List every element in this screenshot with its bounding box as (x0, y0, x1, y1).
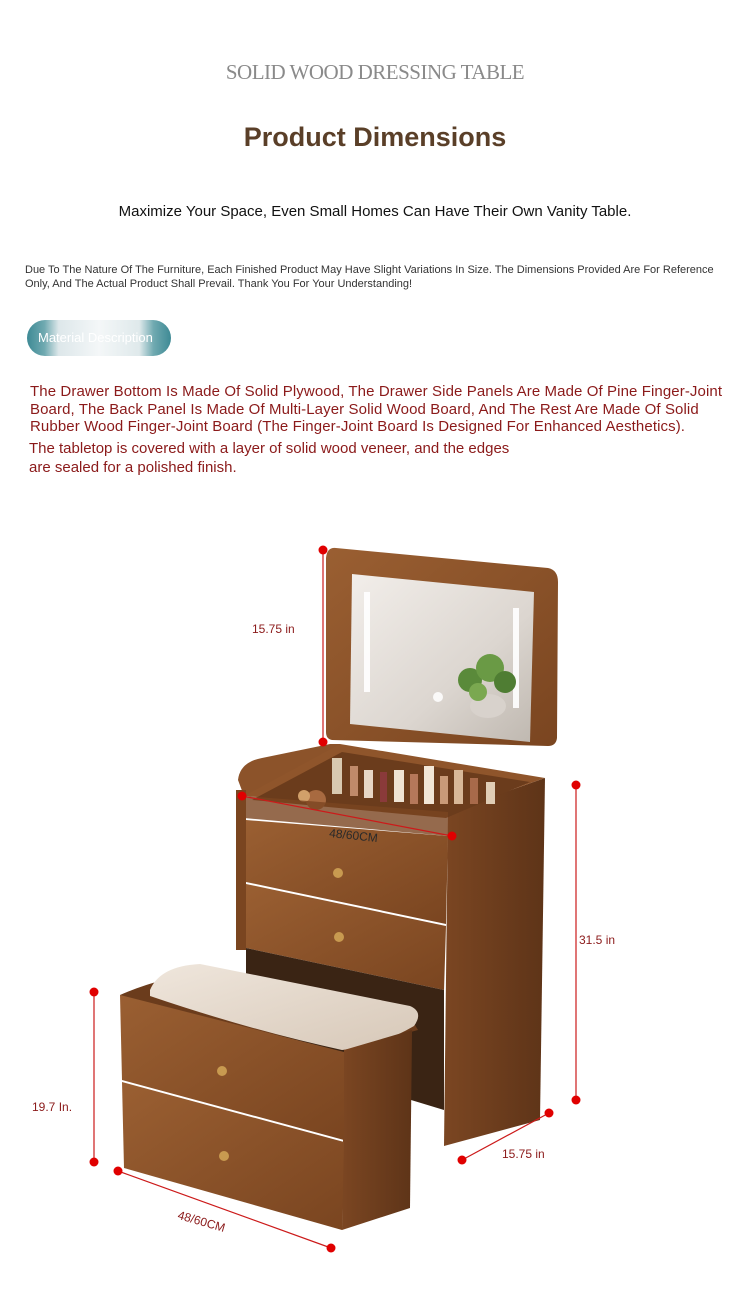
vanity-product-illustration (0, 530, 750, 1270)
page-title: Product Dimensions (243, 122, 507, 152)
veneer-line-1: The tabletop is covered with a layer of solid wood veneer, and the edges (29, 440, 510, 457)
veneer-description (29, 440, 569, 477)
table-height-label: 31.5 in (579, 933, 616, 947)
table-width-label: 48/60CM (328, 826, 379, 846)
page-subtitle: Maximize Your Space, Even Small Homes Can Have Their Own Vanity Table. (118, 203, 632, 220)
size-variation-notice: Due To The Nature Of The Furniture, Each Finished Product May Have Slight Variations In Size. The Dimensions Provided Are For Reference Only, And The Actual Product Shall Prevail. Thank You For Your Understanding! (25, 264, 714, 290)
material-description-pill (27, 320, 171, 356)
stool-knob-icon (217, 1066, 227, 1076)
material-description: The Drawer Bottom Is Made Of Solid Plywood, The Drawer Side Panels Are Made Of Pine Finger-Joint Board, The Back Panel Is Made Of Multi-Layer Solid Wood Board, And The Rest Are Made Of Solid Rubber Wood Finger-Joint Board (The Finger-Joint Board Is Designed For Enhanced Aesthetics). (30, 383, 723, 435)
storage-stool (120, 964, 418, 1230)
stool-height-label: 19.7 In. (32, 1100, 73, 1114)
stool-width-label: 48/60CM (176, 1208, 227, 1235)
table-depth-label: 15.75 in (502, 1147, 545, 1161)
mirror-height-label: 15.75 in (252, 622, 295, 636)
drawer-knob-icon (334, 932, 344, 942)
pill-label: Material Description (38, 330, 153, 345)
veneer-line-2: are sealed for a polished finish. (29, 458, 237, 476)
brand-heading: SOLID WOOD DRESSING TABLE (225, 60, 525, 84)
mirror-lid (326, 548, 558, 746)
stool-knob-icon (219, 1151, 229, 1161)
touch-switch-icon (433, 692, 443, 702)
drawer-knob-icon (333, 868, 343, 878)
